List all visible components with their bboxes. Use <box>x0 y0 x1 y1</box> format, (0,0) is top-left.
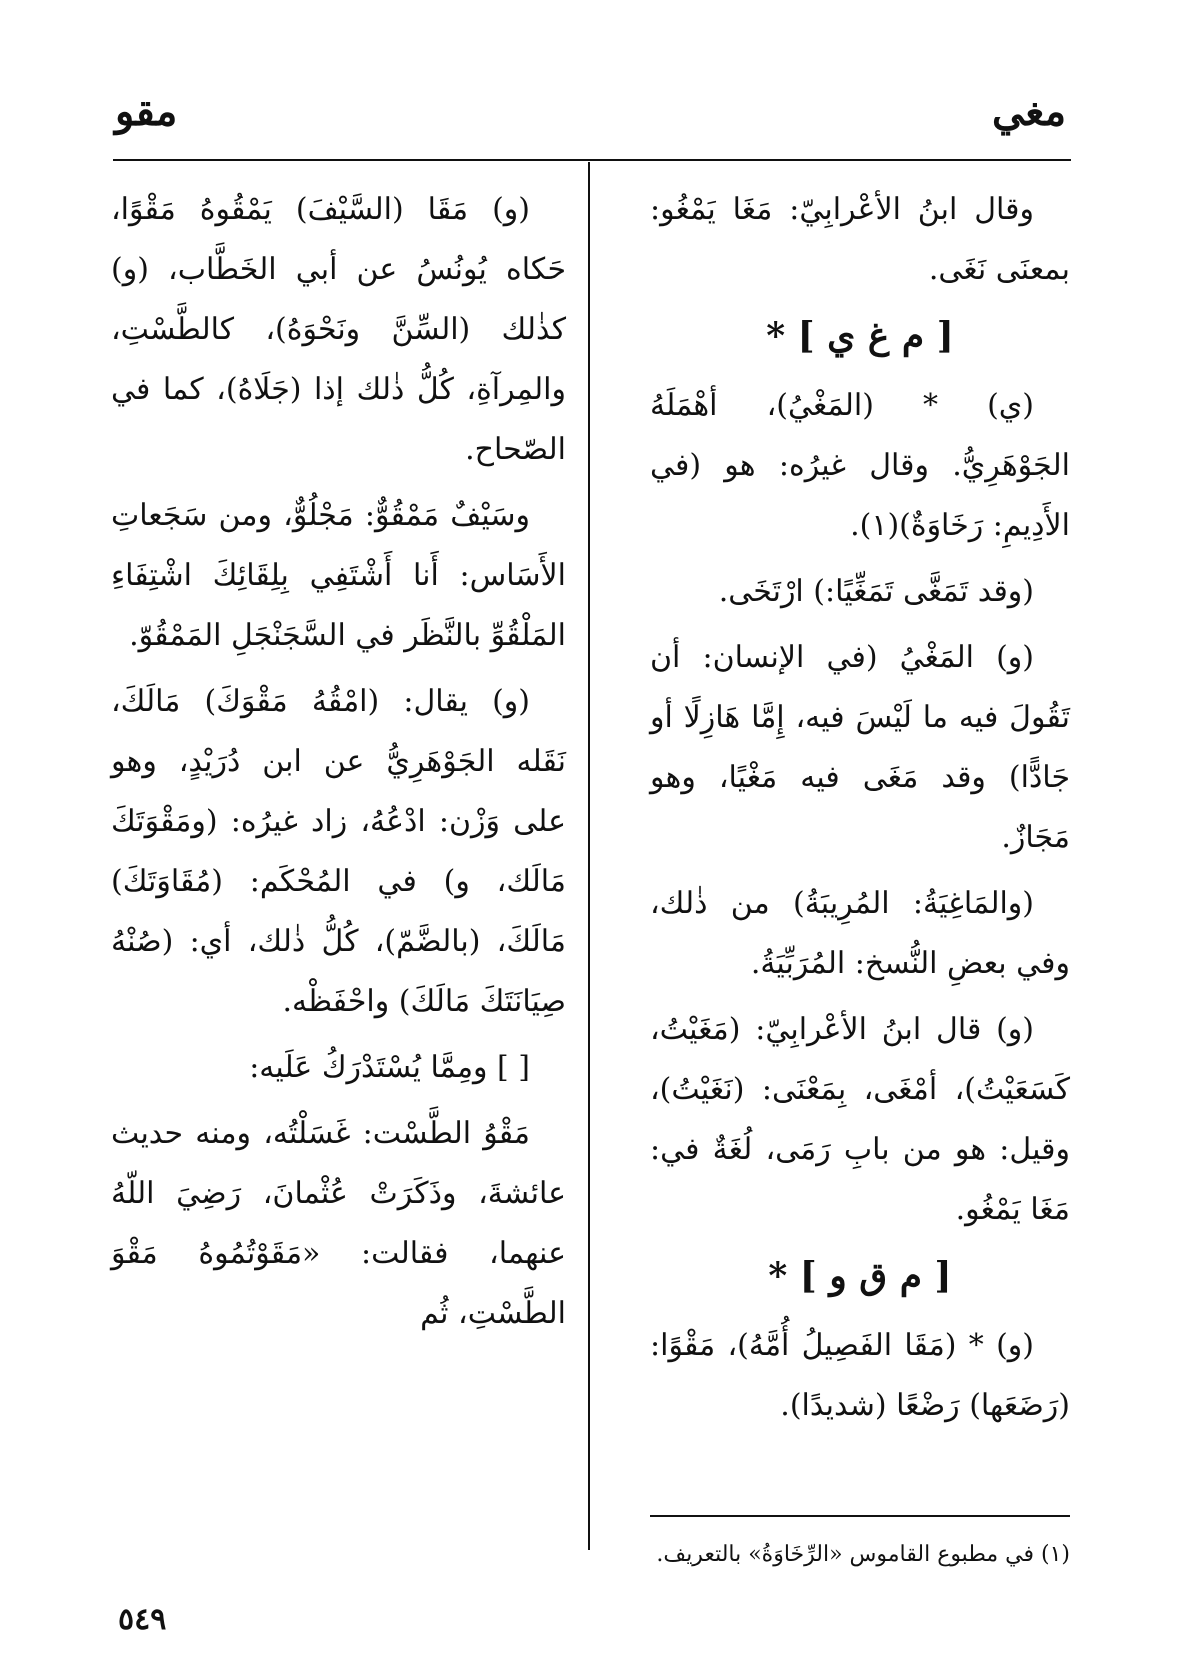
left-column <box>111 180 566 1350</box>
page-number: ٥٤٩ <box>118 1602 167 1637</box>
paragraph: [ ] ومِمَّا يُسْتَدْرَكُ عَلَيه: <box>249 1050 530 1085</box>
header-left-word: مقو <box>115 88 178 135</box>
paragraph: وقال ابنُ الأعْرابِيّ: مَغَا يَمْغُو: بمعنَى نَغَى. <box>650 192 1070 287</box>
paragraph: (ي) * (المَغْيُ)، أهْمَلَهُ الجَوْهَرِيُّ. وقال غيرُه: هو (في الأَدِيمِ: رَخَاوَةٌ)(١). <box>650 388 1070 543</box>
paragraph: (والمَاغِيَةُ: المُرِيبَةُ) من ذٰلك، وفي بعضِ النُّسخ: المُرَبِّيَةُ. <box>650 886 1070 981</box>
header-right-word: مغي <box>991 88 1066 135</box>
paragraph: (و) * (مَقَا الفَصِيلُ أُمَّهُ)، مَقْوًا: (رَضَعَها) رَضْعًا (شديدًا). <box>650 1328 1070 1423</box>
paragraph: وسَيْفٌ مَمْقُوٌّ: مَجْلُوٌّ، ومن سَجَعاتِ الأَسَاس: أَنا أَشْتَفِي بِلِقَائِكَ اشْتِفَاءِ المَلْقُوِّ بالنَّظَر في السَّجَنْجَلِ المَمْقُوّ. <box>111 498 566 653</box>
header-rule <box>113 159 1071 161</box>
right-column <box>650 180 1070 1442</box>
paragraph: مَقْوُ الطَّسْت: غَسَلْتُه، ومنه حديث عائشةَ، وذَكَرَتْ عُثْمانَ، رَضِيَ اللّهُ عنهما، فقالت: «مَقَوْتُمُوهُ مَقْوَ الطَّسْتِ، ثُم <box>111 1116 566 1331</box>
paragraph: (و) قال ابنُ الأعْرابِيّ: (مَغَيْتُ، كَسَعَيْتُ)، أمْغَى، بِمَعْنَى: (نَغَيْتُ)، وقيل: هو من بابِ رَمَى، لُغَةٌ في: مَغَا يَمْغُو. <box>650 1012 1070 1227</box>
paragraph: (وقد تَمَغَّى تَمَغِّيًا:) ارْتَخَى. <box>718 574 1034 609</box>
headword-mghy: [ م غ ي ] * <box>766 315 954 357</box>
paragraph: (و) مَقَا (السَّيْفَ) يَمْقُوهُ مَقْوًا، حَكاه يُونُسُ عن أبي الخَطَّاب، (و) كذٰلك (السِّنَّ ونَحْوَهُ)، كالطَّسْتِ، والمِرآةِ، كُلُّ ذٰلك إذا (جَلَاهُ)، كما في الصّحاح. <box>111 192 566 467</box>
footnote-rule <box>650 1515 1070 1517</box>
paragraph: (و) يقال: (امْقُهُ مَقْوَكَ) مَالَكَ، نَقَله الجَوْهَرِيُّ عن ابن دُرَيْدٍ، وهو على وَزْن: ادْعُهُ، زاد غيرُه: (ومَقْوَتَكَ مَالَك، و) في المُحْكَم: (مُقَاوَتَكَ) مَالَكَ، (بالضَّمّ)، كُلُّ ذٰلك، أي: (صُنْهُ صِيَانَتَكَ مَالَكَ) واحْفَظْه. <box>111 684 566 1019</box>
headword-mqw: [ م ق و ] * <box>768 1255 952 1297</box>
footnote: (١) في مطبوع القاموس «الرِّخَاوَةُ» بالتعريف. <box>656 1542 1070 1567</box>
column-divider <box>588 162 590 1550</box>
paragraph: (و) المَغْيُ (في الإنسان: أن تَقُولَ فيه ما لَيْسَ فيه، إِمَّا هَازِلًا أو جَادًّا) وقد مَغَى فيه مَغْيًا، وهو مَجَازٌ. <box>650 640 1070 855</box>
